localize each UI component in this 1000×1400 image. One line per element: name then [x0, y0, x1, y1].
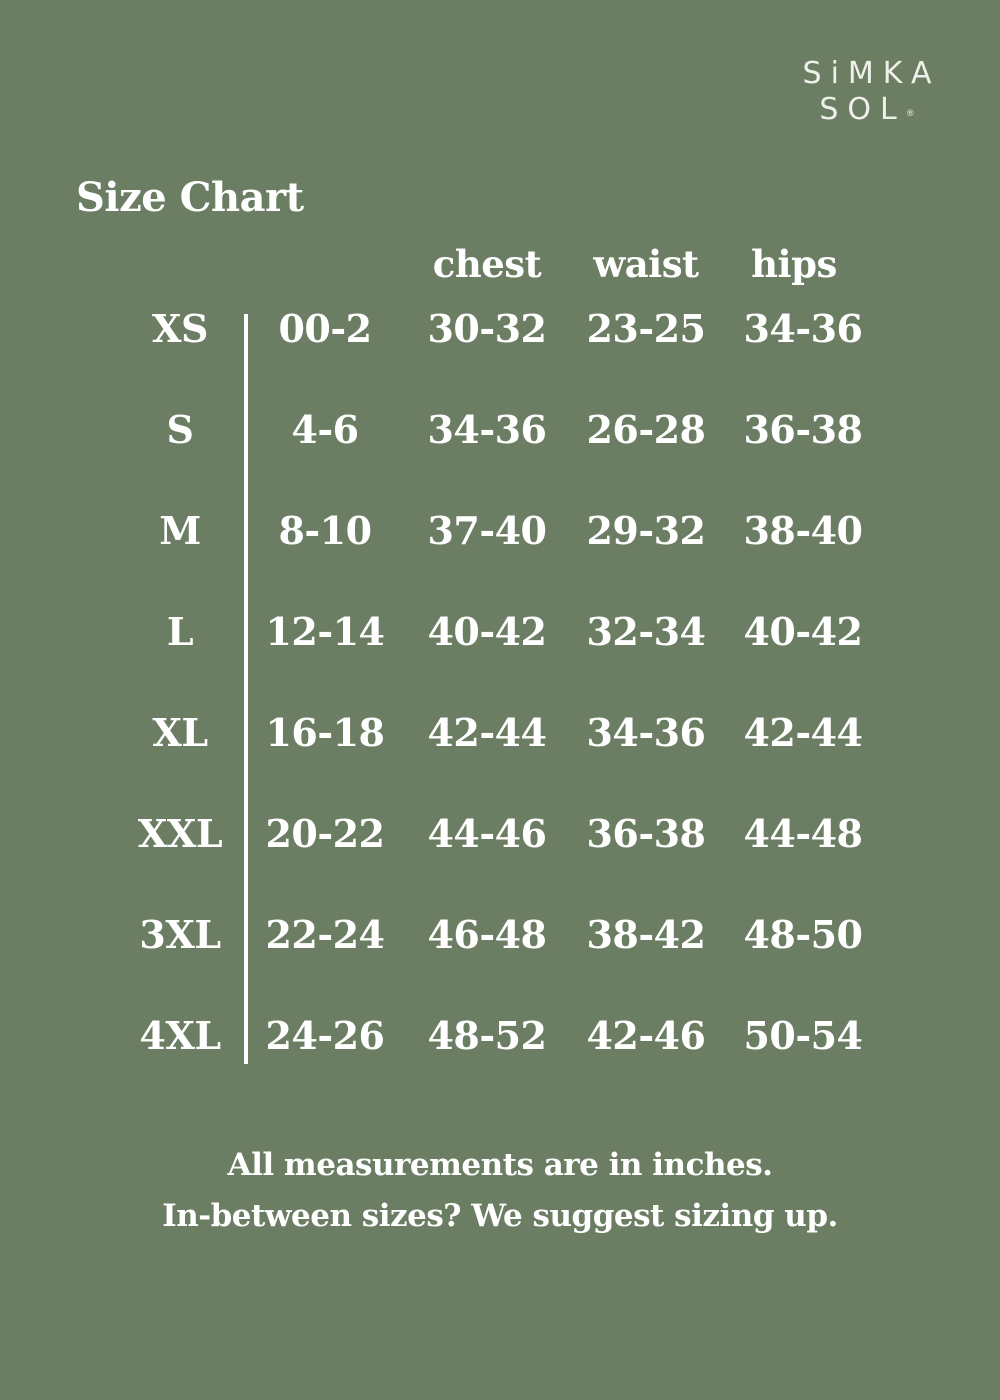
- brand-logo: [782, 56, 952, 128]
- waist-value: 23-25: [586, 306, 706, 351]
- hips-value: 50-54: [743, 1013, 863, 1058]
- footer-note: [0, 1140, 1000, 1242]
- waist-value: 38-42: [586, 912, 706, 957]
- us-size: 24-26: [265, 1013, 385, 1058]
- us-size: 00-2: [278, 306, 372, 351]
- waist-value: 34-36: [586, 710, 706, 755]
- us-size: 8-10: [278, 508, 372, 553]
- size-label: XXL: [137, 811, 223, 856]
- chest-value: 37-40: [427, 508, 547, 553]
- us-size: 16-18: [265, 710, 385, 755]
- column-header-hips: hips: [751, 242, 837, 286]
- footer-line1: All measurements are in inches.: [227, 1147, 773, 1183]
- logo-line1: SiMKA: [802, 56, 941, 91]
- page-title: Size Chart: [76, 174, 304, 221]
- chest-value: 48-52: [427, 1013, 547, 1058]
- chest-value: 42-44: [427, 710, 547, 755]
- size-label: XL: [152, 710, 208, 755]
- waist-value: 26-28: [586, 407, 706, 452]
- waist-value: 36-38: [586, 811, 706, 856]
- us-size: 12-14: [265, 609, 385, 654]
- registered-mark: ®: [905, 109, 915, 119]
- size-label: M: [159, 508, 201, 553]
- hips-value: 34-36: [743, 306, 863, 351]
- hips-value: 36-38: [743, 407, 863, 452]
- waist-value: 32-34: [586, 609, 706, 654]
- size-label: S: [166, 407, 194, 452]
- hips-value: 42-44: [743, 710, 863, 755]
- waist-value: 29-32: [586, 508, 706, 553]
- hips-value: 44-48: [743, 811, 863, 856]
- chest-value: 44-46: [427, 811, 547, 856]
- size-label: L: [166, 609, 194, 654]
- logo-line2: [782, 92, 952, 128]
- us-size: 22-24: [265, 912, 385, 957]
- chest-value: 34-36: [427, 407, 547, 452]
- hips-value: 40-42: [743, 609, 863, 654]
- chest-value: 40-42: [427, 609, 547, 654]
- size-label: 3XL: [139, 912, 221, 957]
- column-header-waist: waist: [593, 242, 699, 286]
- waist-value: 42-46: [586, 1013, 706, 1058]
- size-label: XS: [152, 306, 208, 351]
- hips-value: 38-40: [743, 508, 863, 553]
- us-size: 4-6: [291, 407, 359, 452]
- hips-value: 48-50: [743, 912, 863, 957]
- column-header-chest: chest: [432, 242, 542, 286]
- footer-line2: In-between sizes? We suggest sizing up.: [162, 1198, 838, 1234]
- chest-value: 46-48: [427, 912, 547, 957]
- us-size: 20-22: [265, 811, 385, 856]
- chest-value: 30-32: [427, 306, 547, 351]
- logo-line2-text: SOL: [819, 92, 906, 127]
- size-label: 4XL: [139, 1013, 221, 1058]
